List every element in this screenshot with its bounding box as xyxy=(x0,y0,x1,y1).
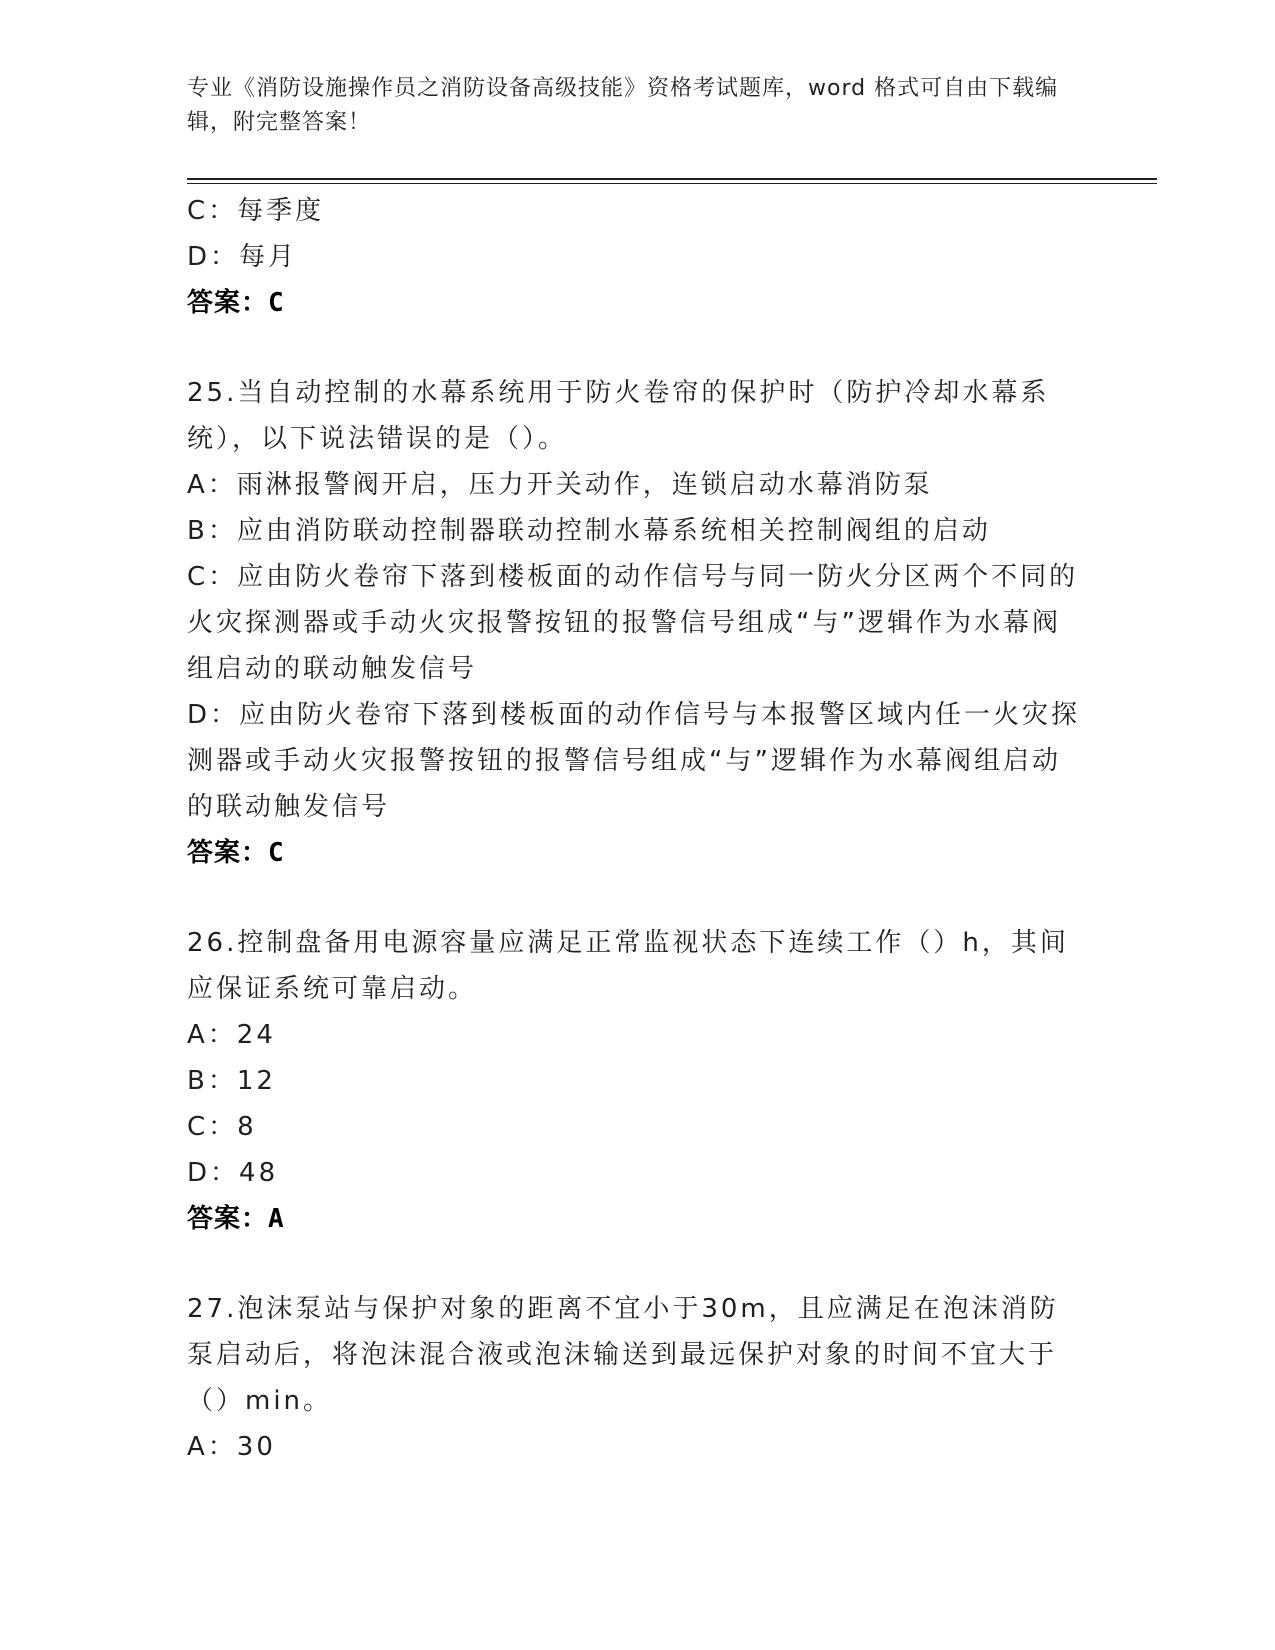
question-27 xyxy=(187,1286,1087,1470)
answer-value: A xyxy=(268,1204,285,1234)
answer-value: C xyxy=(268,838,285,868)
question-fragment xyxy=(187,188,1087,326)
option-c: C：每季度 xyxy=(187,196,325,226)
option-c: C：8 xyxy=(187,1112,257,1142)
spacer xyxy=(187,1242,1087,1286)
spacer xyxy=(187,876,1087,920)
option-d: D：每月 xyxy=(187,242,298,272)
option-b: B：应由消防联动控制器联动控制水幕系统相关控制阀组的启动 xyxy=(187,516,991,546)
document-body xyxy=(187,188,1087,1470)
header-rule-thick xyxy=(187,178,1157,180)
spacer xyxy=(187,326,1087,370)
question-stem: 27.泡沫泵站与保护对象的距离不宜小于30m，且应满足在泡沫消防泵启动后，将泡沫混合液或泡沫输送到最远保护对象的时间不宜大于（）min。 xyxy=(187,1294,1059,1416)
answer-label: 答案： xyxy=(187,288,269,318)
option-a: A：雨淋报警阀开启，压力开关动作，连锁启动水幕消防泵 xyxy=(187,470,933,500)
option-d: D：48 xyxy=(187,1158,279,1188)
question-25 xyxy=(187,370,1087,876)
option-d: D：应由防火卷帘下落到楼板面的动作信号与本报警区域内任一火灾探测器或手动火灾报警按钮的报警信号组成“与”逻辑作为水幕阀组启动的联动触发信号 xyxy=(187,700,1081,822)
answer-label: 答案： xyxy=(187,1204,269,1234)
answer-value: C xyxy=(268,288,285,318)
answer-line xyxy=(187,830,1087,876)
question-stem: 25.当自动控制的水幕系统用于防火卷帘的保护时（防护冷却水幕系统），以下说法错误的是（）。 xyxy=(187,378,1050,454)
header-rule-thin xyxy=(187,183,1157,184)
option-a: A：30 xyxy=(187,1432,276,1462)
question-26 xyxy=(187,920,1087,1242)
question-stem: 26.控制盘备用电源容量应满足正常监视状态下连续工作（）h，其间应保证系统可靠启动。 xyxy=(187,928,1069,1004)
answer-line xyxy=(187,1196,1087,1242)
option-c: C：应由防火卷帘下落到楼板面的动作信号与同一防火分区两个不同的火灾探测器或手动火灾报警按钮的报警信号组成“与”逻辑作为水幕阀组启动的联动触发信号 xyxy=(187,562,1079,684)
answer-label: 答案： xyxy=(187,838,269,868)
option-b: B：12 xyxy=(187,1066,276,1096)
answer-line xyxy=(187,280,1087,326)
page-header: 专业《消防设施操作员之消防设备高级技能》资格考试题库，word 格式可自由下载编辑，附完整答案！ xyxy=(187,76,1059,135)
option-a: A：24 xyxy=(187,1020,276,1050)
